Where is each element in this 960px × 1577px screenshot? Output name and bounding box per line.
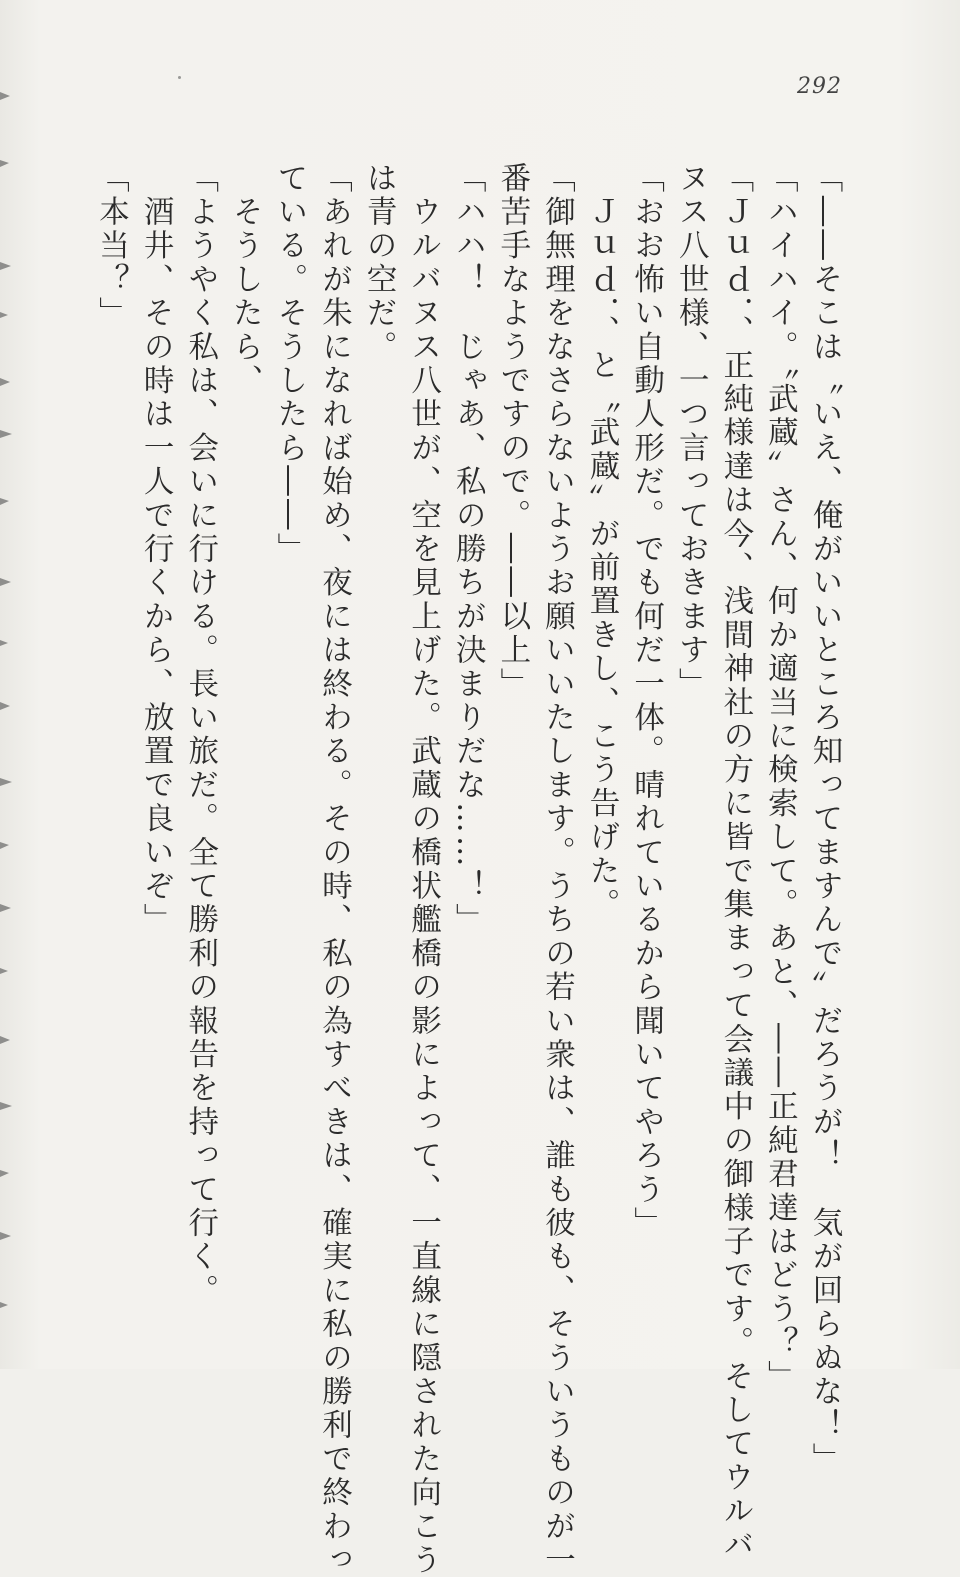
binding-edge-marks [0,0,14,1369]
text-line: 「本当？」 [93,162,129,331]
text-line: ている。そうしたら――」 [271,162,307,567]
text-line: 酒井、その時は一人で行くから、放置で良いぞ」 [138,162,174,938]
text-line: 「Ｊｕｄ．、正純様達は今、浅間神社の方に皆で集まって会議中の御様子です。そしてウルバ [717,162,753,1563]
text-line: 「ハイハイ。〝武蔵〟さん、何か適当に検索して。あと、――正純君達はどう？」 [762,162,798,1394]
text-line: 「ようやく私は、会いに行ける。長い旅だ。全て勝利の報告を持って行く。 [182,162,218,1308]
text-line: 「おお怖い自動人形だ。でも何だ一体。晴れているから聞いてやろう」 [628,162,664,1241]
text-line: 「――そこは〝いえ、俺がいいところ知ってますんで〟だろうが！ 気が回らぬな！」 [807,162,842,1477]
text-line: 「ハハ！ じゃあ、私の勝ちが決まりだな……！」 [450,162,486,938]
text-line: 「御無理をなさらないようお願いいたします。うちの若い衆は、誰も彼も、そういうものが一 [539,162,575,1577]
text-line: は青の空だ。 [361,162,397,365]
text-line: ウルバヌス八世が、空を見上げた。武蔵の橋状艦橋の影によって、一直線に隠された向こう [405,162,441,1577]
text-line: 「あれが朱になれば始め、夜には終わる。その時、私の為すべきは、確実に私の勝利で終わっ [316,162,352,1577]
page-number: 292 [797,74,842,99]
text-line: Ｊｕｄ．、と〝武蔵〟が前置きし、こう告げた。 [584,162,620,922]
text-line: ヌス八世様、一つ言っておきます」 [673,162,709,702]
text-line: そうしたら、 [227,162,263,398]
body-text [88,162,846,1577]
scan-speck [178,76,181,79]
text-line: 番苦手なようですので。――以上」 [494,162,530,702]
